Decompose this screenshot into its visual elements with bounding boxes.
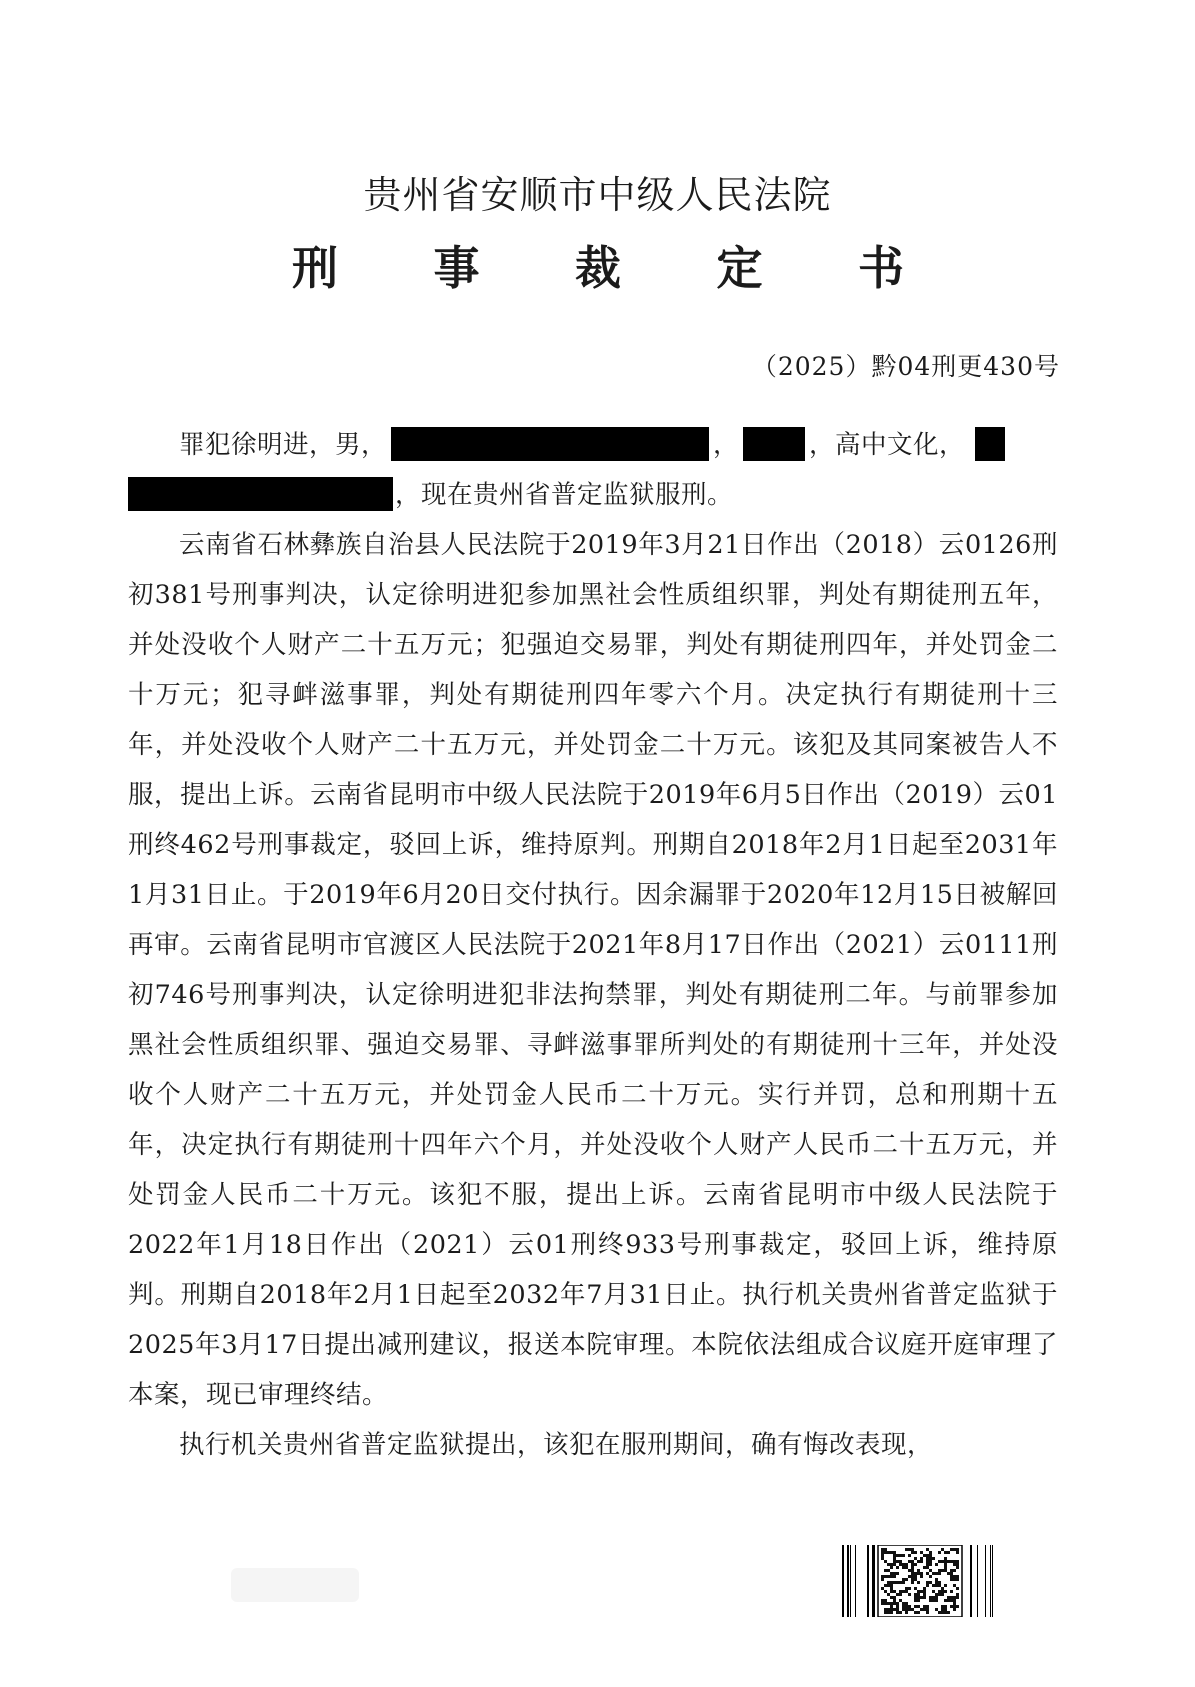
faint-stamp-mark [225,1560,365,1610]
redaction-bar [391,427,709,461]
document-body [128,420,1058,1470]
barcode-bars-right [970,1545,993,1617]
paragraph-defendant-info [128,420,1058,520]
title-char: 定 [716,241,763,295]
redaction-bar [743,427,805,461]
text-segment: 罪犯徐明进，男， [179,430,388,460]
text-segment: ，高中文化， [809,430,966,460]
paragraph-case-history: 云南省石林彝族自治县人民法院于2019年3月21日作出（2018）云0126刑初381号刑事判决，认定徐明进犯参加黑社会性质组织罪，判处有期徒刑五年，并处没收个人财产二十五万元；犯强迫交易罪，判处有期徒刑四年，并处罚金二十万元；犯寻衅滋事罪，判处有期徒刑四年零六个月。决定执行有期徒刑十三年，并处没收个人财产二十五万元，并处罚金二十万元。该犯及其同案被告人不服，提出上诉。云南省昆明市中级人民法院于2019年6月5日作出（2019）云01刑终462号刑事裁定，驳回上诉，维持原判。刑期自2018年2月1日起至2031年1月31日止。于2019年6月20日交付执行。因余漏罪于2020年12月15日被解回再审。云南省昆明市官渡区人民法院于2021年8月17日作出（2021）云0111刑初746号刑事判决，认定徐明进犯非法拘禁罪，判处有期徒刑二年。与前罪参加黑社会性质组织罪、强迫交易罪、寻衅滋事罪所判处的有期徒刑十三年，并处没收个人财产二十五万元，并处罚金人民币二十万元。实行并罚，总和刑期十五年，决定执行有期徒刑十四年六个月，并处没收个人财产人民币二十五万元，并处罚金人民币二十万元。该犯不服，提出上诉。云南省昆明市中级人民法院于2022年1月18日作出（2021）云01刑终933号刑事裁定，驳回上诉，维持原判。刑期自2018年2月1日起至2032年7月31日止。执行机关贵州省普定监狱于2025年3月17日提出减刑建议，报送本院审理。本院依法组成合议庭开庭审理了本案，现已审理终结。 [128,530,1058,1410]
document-title [292,238,904,298]
title-char: 事 [433,241,480,295]
text-segment: ， [713,430,740,460]
court-name: 贵州省安顺市中级人民法院 [363,173,832,217]
title-char: 裁 [575,241,621,295]
barcode-bars-left [842,1545,875,1617]
redaction-bar [975,427,1005,461]
title-char: 书 [858,241,904,295]
title-char: 刑 [292,241,338,295]
redaction-bar [128,477,393,511]
barcode-2d [840,1545,1000,1617]
paragraph-prison-proposal: 执行机关贵州省普定监狱提出，该犯在服刑期间，确有悔改表现， [179,1430,934,1460]
text-segment: ，现在贵州省普定监狱服刑。 [395,480,734,510]
case-number: （2025）黔04刑更430号 [751,352,1060,381]
